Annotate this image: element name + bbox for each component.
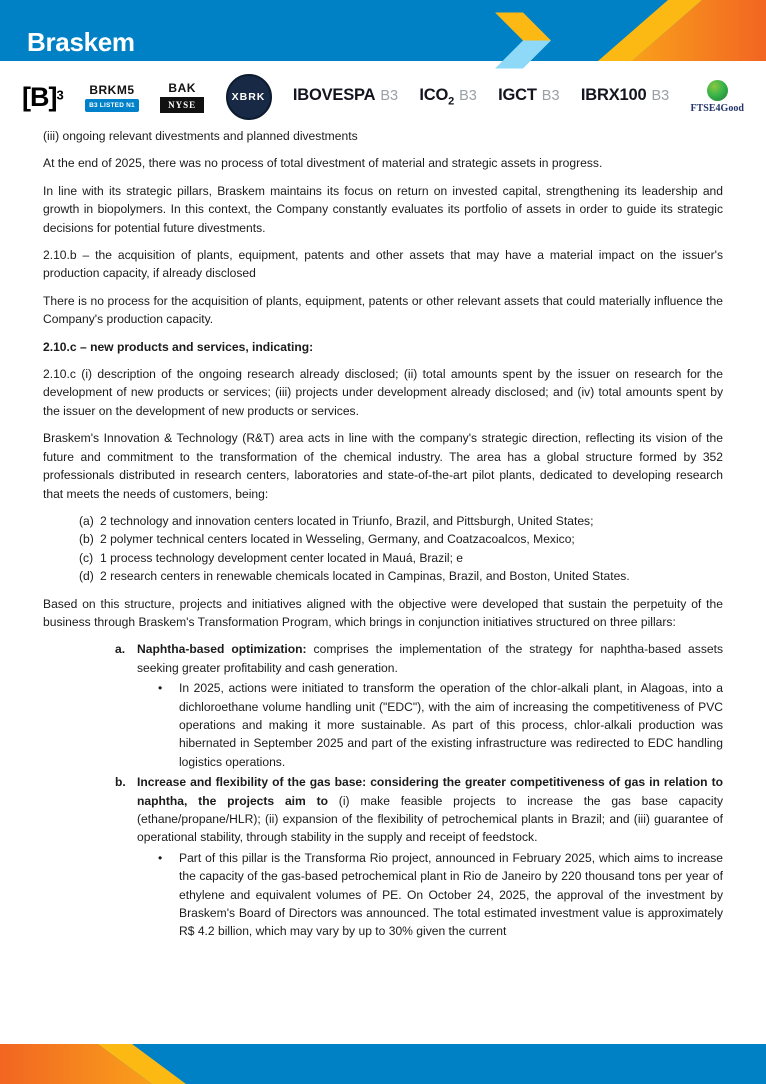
pillar-regular-text: (i) make feasible projects to increase the gas base capacity (ethane/propane/HLR); (ii) expansion of the flexibility of petrochemical plants in Brazil; and (iii) guarantee of operational stability, through stability in the supply and receipt of feedstock. — [137, 793, 723, 845]
braskem-logo — [27, 13, 766, 71]
list-text: 2 research centers in renewable chemicals located in Campinas, Brazil, and Boston, United States. — [100, 569, 630, 584]
index-name-text: IBRX100 — [580, 86, 647, 105]
index-name-sub: 2 — [448, 95, 455, 108]
heading-iii-divestments: (iii) ongoing relevant divestments and planned divestments — [43, 129, 358, 143]
pillar-bold-text: Increase and flexibility of the gas base: considering the greater competitiveness of gas in relation to naphtha, the projects aim to — [137, 775, 723, 808]
braskem-chevron-icon — [140, 10, 766, 71]
index-logo-igct — [498, 86, 559, 107]
pillar-regular-text: comprises the implementation of the strategy for naphtha-based assets seeking greater profitability and cash generation. — [137, 642, 723, 675]
paragraph-acquisition-status: There is no process for the acquisition of plants, equipment, patents or other relevant assets that could materially influence the Company's production capacity. — [43, 293, 723, 327]
list-marker: (a) — [79, 513, 94, 528]
index-suffix: B3 — [651, 88, 670, 105]
bullet-text: Part of this pillar is the Transforma Rio project, announced in February 2025, which aims to increase the capacity of the gas-based petrochemical plant in Rio de Janeiro by 220 thousand tons per year of ethylene and equivalent volumes of PE. On October 24, 2025, the approval of the investment by Braskem's Board of Directors was announced. The total estimated investment value is approximately R$ 4.2 billion, which may vary by up to 30% given the current — [179, 850, 723, 939]
nyse-logo: NYSE — [160, 97, 204, 113]
pillar-item-a — [115, 640, 723, 677]
bullet-item-chlor-alkali — [158, 679, 723, 771]
index-name-text: ICO — [419, 86, 449, 105]
page-header — [0, 0, 766, 61]
index-logo-ibrx100 — [581, 86, 669, 107]
index-suffix: B3 — [459, 88, 477, 105]
index-name-text: IGCT — [498, 86, 537, 105]
list-text: 2 polymer technical centers located in Wesseling, Germany, and Coatzacoalcos, Mexico; — [100, 532, 575, 547]
b3-logo-sup: 3 — [56, 87, 64, 103]
xbrk-label: XBRK — [231, 91, 266, 103]
list-marker: (c) — [79, 550, 94, 565]
index-logo-ico2 — [419, 86, 476, 107]
b3-listed-n1-pill: B3 LISTED N1 — [85, 99, 139, 112]
bullet-item-transforma-rio — [158, 849, 723, 941]
pillar-item-b — [115, 773, 723, 847]
paragraph-divestment-status: At the end of 2025, there was no process of total divestment of material and strategic assets in progress. — [43, 156, 603, 171]
brkm5-ticker: BRKM5 — [89, 82, 135, 97]
b3-exchange-logo — [22, 82, 64, 113]
listing-logos-strip — [0, 70, 766, 124]
bullet-icon: • — [158, 681, 163, 696]
paragraph-2-10-c-items: 2.10.c (i) description of the ongoing research already disclosed; (ii) total amounts spent by the issuer on research for the development of new products or services; (iii) projects under development already disclosed; and (iv) total amounts spent by the issuer on the development of new products or services. — [43, 367, 723, 418]
paragraph-strategic-pillars: In line with its strategic pillars, Braskem maintains its focus on return on invested capital, strengthening its leadership and growth in biopolymers. In this context, the Company constantly evaluates its portfolio of assets in order to guide its strategic decisions for potential future divestments. — [43, 183, 723, 235]
research-centers-list — [79, 512, 723, 586]
pillar-text — [137, 773, 723, 847]
braskem-wordmark: Braskem — [27, 26, 135, 57]
heading-2-10-b: 2.10.b – the acquisition of plants, equipment, patents and other assets that may have a material impact on the issuer's production capacity, if already disclosed — [43, 248, 723, 281]
pillar-marker: b. — [115, 775, 126, 790]
paragraph-transformation-program: Based on this structure, projects and initiatives aligned with the objective were developed that sustain the perpetuity of the business through Braskem's Transformation Program, which brings in conjunction initiatives structured on three pillars: — [43, 596, 723, 629]
pillar-marker: a. — [115, 642, 126, 657]
list-marker: (d) — [79, 569, 94, 584]
page-footer — [0, 1044, 766, 1084]
pillar-bold-text: Naphtha-based optimization: — [137, 642, 307, 657]
index-logo-ibovespa — [293, 86, 398, 107]
b3-logo-text: [B] — [22, 81, 57, 112]
paragraph-innovation-technology: Braskem's Innovation & Technology (R&T) area acts in line with the company's strategic direction, reflecting its vision of the future and commitment to the transformation of the chemical industry. The area has a global structure formed by 352 professionals distributed in research centers, laboratories and state-of-the-art pilot plants, dedicated to developing research that meets the needs of customers, being: — [43, 431, 723, 501]
heading-2-10-c: 2.10.c – new products and services, indicating: — [43, 339, 314, 354]
brkm5-listing-badge — [85, 83, 139, 112]
xbrk-badge — [226, 74, 272, 120]
bak-ticker: BAK — [168, 81, 196, 95]
bullet-text: In 2025, actions were initiated to transform the operation of the chlor-alkali plant, in Alagoas, into a dichloroethane volume handling unit ("EDC"), with the aim of increasing the competitiveness of PVC operations and making it more sustainable. As part of this process, chlor-alkali production was hibernated in September 2025 and part of the existing infrastructure was redirected to EDC handling logistics operations. — [179, 681, 723, 769]
list-marker: (b) — [79, 532, 94, 547]
nyse-listing-badge — [160, 81, 204, 113]
list-text: 1 process technology development center located in Mauá, Brazil; e — [100, 550, 464, 565]
globe-icon — [707, 80, 728, 101]
index-name — [581, 86, 647, 107]
list-item-b — [79, 530, 723, 548]
document-body — [43, 127, 723, 1044]
list-item-d — [79, 567, 723, 585]
index-suffix: B3 — [380, 88, 399, 105]
index-name — [419, 86, 454, 107]
index-name — [498, 86, 537, 107]
footer-swoosh-graphic — [0, 1044, 766, 1084]
list-text: 2 technology and innovation centers located in Triunfo, Brazil, and Pittsburgh, United States; — [100, 513, 594, 528]
ftse4good-logo — [691, 80, 744, 114]
index-suffix: B3 — [541, 88, 560, 105]
index-name-text: IBOVESPA — [292, 86, 376, 105]
list-item-c — [79, 549, 723, 567]
index-name — [293, 86, 375, 107]
ftse4good-label: FTSE4Good — [690, 103, 744, 114]
pillar-text — [137, 640, 723, 677]
bullet-icon: • — [158, 850, 163, 865]
list-item-a — [79, 512, 723, 530]
